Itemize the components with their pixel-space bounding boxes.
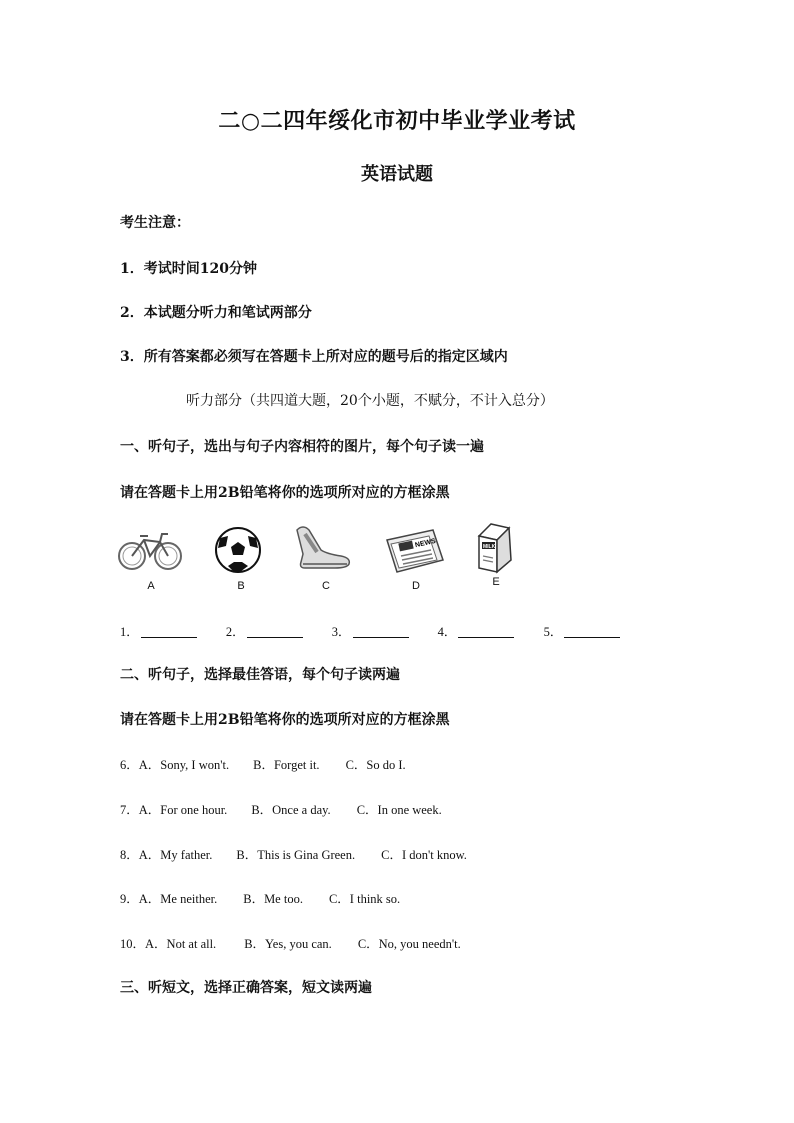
answer-blank-5[interactable]: 5． bbox=[544, 622, 621, 640]
picture-option-b bbox=[206, 520, 276, 598]
picture-option-a bbox=[116, 520, 186, 598]
notice-item-3: 3．所有答案都必须写在答题卡上所对应的题号后的指定区域内 bbox=[120, 349, 508, 365]
option-a: A．For one hour. bbox=[138, 803, 228, 817]
option-c: C．In one week. bbox=[356, 803, 442, 817]
option-b: B．Me too. bbox=[243, 892, 303, 906]
question-number: 8． bbox=[120, 848, 139, 862]
newspaper-icon bbox=[381, 520, 451, 580]
newspaper-headline: NEWS bbox=[414, 537, 437, 550]
section2-title: 二、听句子，选择最佳答语，每个句子读两遍 bbox=[120, 667, 400, 683]
picture-label-b: B bbox=[237, 580, 245, 592]
picture-label-c: C bbox=[322, 580, 330, 592]
question-6 bbox=[120, 755, 406, 773]
notice-item-2: 2．本试题分听力和笔试两部分 bbox=[120, 305, 312, 321]
picture-label-d: D bbox=[412, 580, 420, 592]
exam-subject-title: 英语试题 bbox=[361, 164, 433, 185]
option-c: C．I think so. bbox=[328, 892, 401, 906]
option-c: C．No, you needn't. bbox=[357, 937, 461, 951]
answer-blank-3[interactable]: 3． bbox=[332, 622, 409, 640]
option-b: B．Once a day. bbox=[251, 803, 331, 817]
bicycle-icon bbox=[116, 520, 186, 580]
picture-options bbox=[116, 520, 536, 600]
option-a: A．Me neither. bbox=[138, 892, 218, 906]
notice-heading: 考生注意： bbox=[120, 215, 190, 231]
option-b: B．This is Gina Green. bbox=[236, 848, 356, 862]
picture-option-e bbox=[461, 520, 531, 598]
answer-blank-1[interactable]: 1． bbox=[120, 622, 197, 640]
answer-blank-2[interactable]: 2． bbox=[226, 622, 303, 640]
question-number: 7． bbox=[120, 803, 139, 817]
option-c: C．So do I. bbox=[345, 758, 406, 772]
option-b: B．Forget it. bbox=[253, 758, 320, 772]
section2-instruction: 请在答题卡上用2B铅笔将你的选项所对应的方框涂黑 bbox=[120, 712, 450, 728]
milk-carton-label: MILK bbox=[483, 544, 496, 550]
question-7 bbox=[120, 800, 442, 818]
option-a: A．Not at all. bbox=[145, 937, 217, 951]
question-number: 9． bbox=[120, 892, 139, 906]
notice-item-1: 1．考试时间120分钟 bbox=[120, 261, 257, 277]
soccer-ball-icon bbox=[206, 520, 276, 580]
page-title: 二○二四年绥化市初中毕业学业考试 bbox=[218, 108, 576, 134]
section1-instruction: 请在答题卡上用2B铅笔将你的选项所对应的方框涂黑 bbox=[120, 485, 450, 501]
picture-option-d bbox=[381, 520, 451, 598]
question-8 bbox=[120, 845, 467, 863]
answer-blank-4[interactable]: 4． bbox=[438, 622, 515, 640]
section3-title: 三、听短文，选择正确答案，短文读两遍 bbox=[120, 980, 372, 996]
option-a: A．Sony, I won't. bbox=[138, 758, 230, 772]
question-number: 6． bbox=[120, 758, 139, 772]
question-10 bbox=[120, 934, 461, 952]
option-a: A．My father. bbox=[138, 848, 213, 862]
picture-option-c bbox=[291, 520, 361, 598]
picture-label-e: E bbox=[492, 576, 500, 588]
shoe-icon bbox=[291, 520, 361, 580]
listening-header: 听力部分（共四道大题，20个小题，不赋分，不计入总分） bbox=[186, 393, 554, 409]
picture-label-a: A bbox=[147, 580, 155, 592]
option-b: B．Yes, you can. bbox=[244, 937, 332, 951]
option-c: C．I don't know. bbox=[381, 848, 467, 862]
answer-blanks bbox=[120, 622, 646, 640]
question-9 bbox=[120, 889, 400, 907]
question-number: 10． bbox=[120, 937, 146, 951]
section1-title: 一、听句子，选出与句子内容相符的图片，每个句子读一遍 bbox=[120, 439, 484, 455]
milk-carton-icon bbox=[461, 520, 531, 580]
